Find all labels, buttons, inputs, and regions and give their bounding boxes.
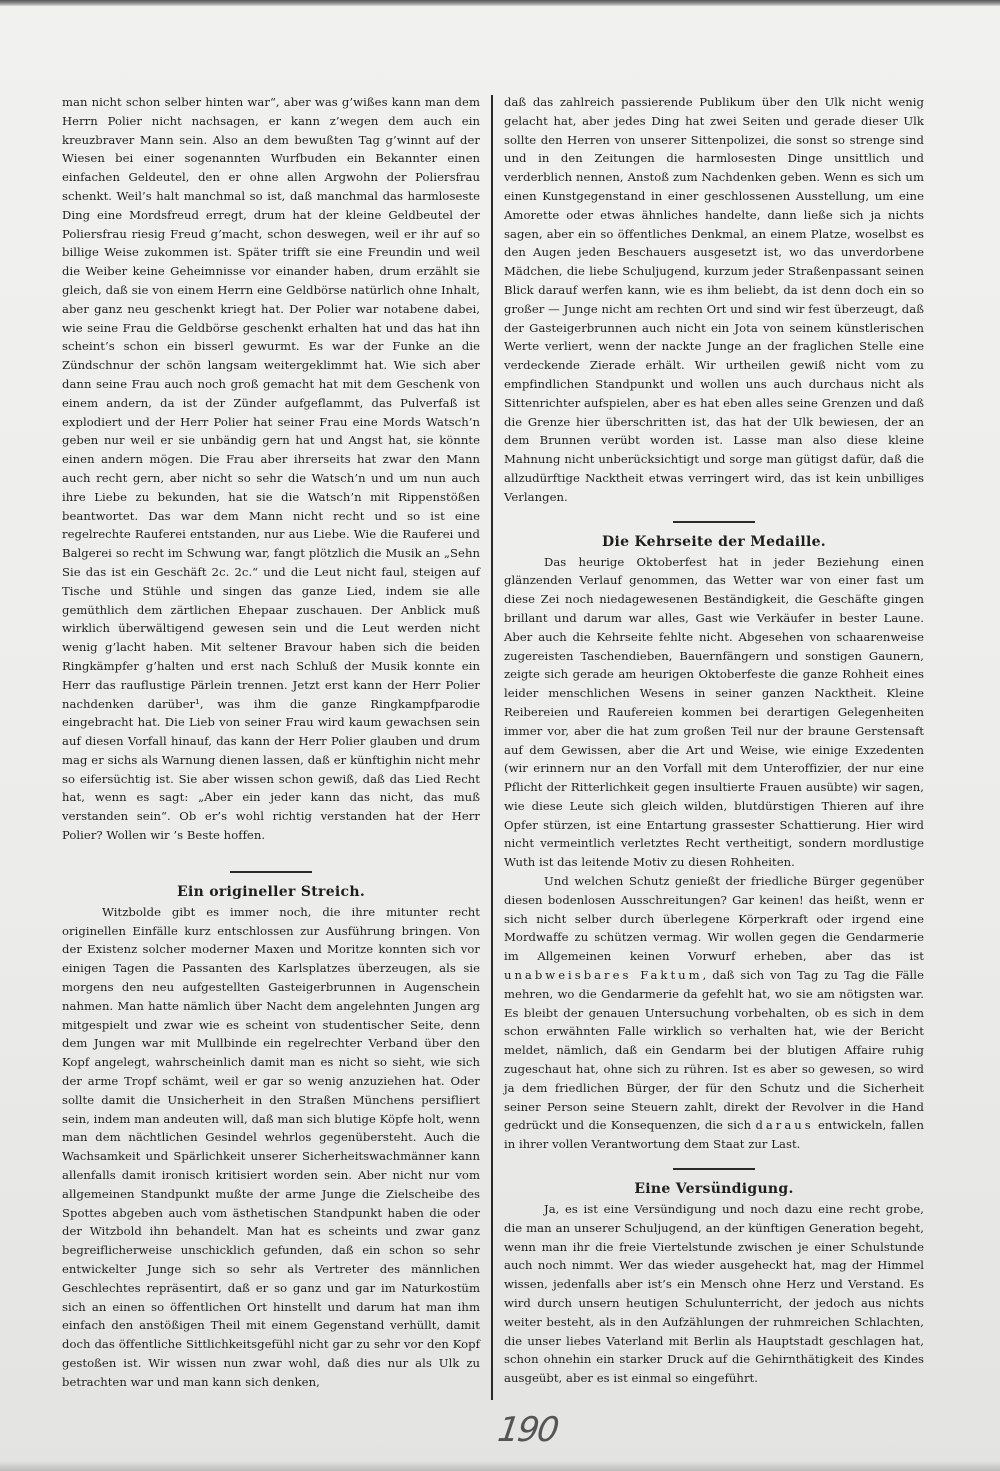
- continued-paragraph-left: man nicht schon selber hinten war“, aber was g’wißes kann man dem Herrn Polier nicht nachsagen, er kann z’wegen dem auch ein kreuzbraver Mann sein. Also an dem bewußten Tag g’winnt auf der Wiesen bei einer sogenannten Wurfbuden ein Bekannter einen einfachen Geldeutel, den er ohne allen Argwohn der Poliersfrau schenkt. Weil’s halt manchmal so ist, daß manchmal das harmloseste Ding eine Mordsfreud erregt, drum hat der kleine Geldbeutel der Poliersfrau riesig Freud g’macht, schon deswegen, weil er ihr auf so billige Weise zukommen ist. Später trifft sie eine Freundin und weil die Weiber keine Geheimnisse vor einander haben, drum erzählt sie gleich, daß sie von einem Herrn eine Geldbörse natürlich ohne Inhalt, aber ganz neu geschenkt kriegt hat. Der Polier war notabene dabei, wie seine Frau die Geldbörse geschenkt erhalten hat und das hat ihn scheint’s schon ein bisserl gewurmt. Es war der Funke an die Zündschnur der schön langsam weitergeklimmt hat. Wie sich aber dann seine Frau auch noch groß gemacht hat mit dem Geschenk von einem andern, da ist der Zünder aufgeflammt, das Pulverfaß ist explodiert und der Herr Polier hat seiner Frau eine Mords Watsch’n geben nur weil er sie unbändig gern hat und Angst hat, sie könnte einen andern mögen. Die Frau aber ihrerseits hat zwar den Mann auch recht gern, aber nicht so sehr die Watsch’n und um nun auch ihre Liebe zu bekunden, hat sie die Watsch’n mit Rippenstößen beantwortet. Das war dem Mann nicht recht und so ist eine regelrechte Rauferei entstanden, nur aus Liebe. Wie die Rauferei und Balgerei so recht im Schwung war, fangt plötzlich die Musik an „Sehn Sie das ist ein Geschäft 2c. 2c.“ und die Leut nicht faul, steigen auf Tische und Stühle und singen das ganze Lied, indem sie alle gemüthlich dem zärtlichen Ehepaar zuschauen. Der Anblick muß wirklich überwältigend gewesen sein und die Leut werden nicht wenig g’lacht haben. Mit seltener Bravour haben sich die beiden Ringkämpfer g’halten und erst nach Schluß der Musik konnte ein Herr das rauflustige Pärlein trennen. Jetzt erst kann der Herr Polier nachdenken darüber¹, was ihm die ganze Ringkampfparodie eingebracht hat. Die Lieb von seiner Frau wird kaum gewachsen sein auf diesen Vorfall hinauf, das kann der Herr Polier glauben und drum mag er sichs als Warnung dienen lassen, daß er künftighin nicht mehr so eifersüchtig ist. Sie aber wissen schon gewiß, daß das Lied Recht hat, wenn es sagt: „Aber ein jeder kann das nicht, das muß verstanden sein“. Ob er’s wohl richtig verstanden hat der Herr Polier? Wollen wir ’s Beste hoffen.: [62, 95, 480, 843]
- article-paragraph-medaille-1: Das heurige Oktoberfest hat in jeder Beziehung einen glänzenden Verlauf genommen, das Wetter war von einer fast um diese Zei noch niedagewesenen Beständigkeit, die Geschäfte gingen brillant und darum war alles, Gast wie Verkäufer in bester Laune. Aber auch die Kehrseite fehlte nicht. Abgesehen von schaarenweise zugereisten Taschendieben, Bauernfängern und sonstigen Gaunern, zeigte sich gerade am heurigen Oktoberfeste die ganze Rohheit eines leider menschlichen Wesens in seiner ganzen Nacktheit. Kleine Reibereien und Raufereien kommen bei derartigen Gelegenheiten immer vor, aber die hat zum großen Teil nur der braune Gerstensaft auf dem Gewissen, aber die Art und Weise, wie einige Exzedenten (wir erinnern nur an den Vorfall mit dem Unteroffizier, der nur eine Pflicht der Ritterlichkeit gegen insultierte Frauen ausübte) wir sagen, wie diese Leute sich gleich wilden, blutdürstigen Thieren auf ihre Opfer stürzen, ist eine Entartung grassester Schattierung. Hier wird nicht vermeintlich verletztes Recht vertheitigt, sondern mordlustige Wuth ist das leitende Motiv zu diesen Rohheiten.: [504, 554, 924, 870]
- page-bottom-edge: [0, 1461, 1000, 1471]
- article-body-streich: Witzbolde gibt es immer noch, die ihre mitunter recht originellen Einfälle kurz entschlossen zur Ausführung bringen. Von der Existenz solcher moderner Maxen und Moritze konnten sich vor einigen Tagen die Passanten des Karlsplatzes überzeugen, als sie morgens den neu aufgestellten Gasteigerbrunnen in Augenschein nahmen. Man hatte nämlich über Nacht dem angelehnten Jungen arg mitgespielt und zwar wie es scheint von studentischer Seite, denn dem Jungen war mit Mullbinde ein regelrechter Verband über den Kopf angelegt, wahrscheinlich damit man es nicht so sieht, wie sich der arme Tropf schämt, weil er gar so wenig anzuziehen hat. Oder sollte damit die Unsicherheit in den Straßen Münchens persifliert sein, indem man andeuten will, daß man sich blutige Köpfe holt, wenn man dem nächtlichen Gesindel wehrlos gegenübersteht. Auch die Wachsamkeit und Spärlichkeit unserer Sicherheitswachmänner kann allenfalls damit ironisch kritisiert worden sein. Aber nicht nur vom allgemeinen Standpunkt mußte der arme Junge die Zielscheibe des Spottes abgeben auch vom ästhetischen Standpunkt haben die oder der Witzbold ihn behandelt. Man hat es scheints und zwar ganz begreiflicherweise unschicklich gefunden, daß ein schon so sehr entwickelter Junge sich so sehr als Vertreter des männlichen Geschlechtes repräsentirt, daß er so ganz und gar im Naturkostüm sich an einen so öffentlichen Ort hinstellt und darum hat man ihm einfach den anstößigen Theil mit einem Gegenstand verhüllt, damit doch das öffentliche Sittlichkeitsgefühl nicht gar zu sehr vor den Kopf gestoßen ist. Wir wissen nun zwar wohl, daß dies nur als Ulk zu betrachten war und man kann sich denken,: [62, 904, 480, 1389]
- paragraph-text: entwickeln, fallen in ihrer vollen Verantwortung dem Staat zur Last.: [504, 1118, 924, 1152]
- section-rule: [230, 871, 312, 873]
- section-rule: [673, 521, 755, 523]
- article-paragraph-medaille-2: [504, 872, 924, 1154]
- article-heading-streich: Ein origineller Streich.: [176, 883, 366, 900]
- article-heading-medaille: Die Kehrseite der Medaille.: [602, 533, 826, 550]
- paragraph-text: , daß sich von Tag zu Tag die Fälle mehren, wo die Gendarmerie da gefehlt hat, wo sie am nötigsten war. Es bleibt der genauen Untersuchung vorbehalten, ob es sich in dem schon erwähnten Falle wirklich so verhalten hat, wie der Bericht meldet, nämlich, daß ein Gendarm bei der blutigen Affaire ruhig zugeschaut hat, ohne sich zu rühren. Ist es aber so gewesen, so wird ja dem friedlichen Bürger, der für den Schutz und die Sicherheit seiner Person seine Steuern zahlt, direkt der Revolver in die Hand gedrückt und die Konsequenzen, die sich: [504, 968, 924, 1133]
- left-column: [62, 93, 480, 1392]
- handwritten-page-number: 190: [495, 1410, 560, 1450]
- right-column: [504, 93, 924, 1388]
- continued-paragraph-right: daß das zahlreich passierende Publikum über den Ulk nicht wenig gelacht hat, aber jedes Ding hat zwei Seiten und gerade dieser Ulk sollte den Herren von unserer Sittenpolizei, die sonst so strenge sind und in den Zeitungen die harmlosesten Dinge unsittlich und verderblich nennen, Anstoß zum Nachdenken geben. Wenn es sich um einen Kunstgegenstand in einer geschlossenen Ausstellung, um eine Amorette oder etwas ähnliches handelte, dann ließe sich ja nichts sagen, aber ein so öffentliches Denkmal, an einem Platze, woselbst es den Augen jeden Beschauers ausgesetzt ist, wo das unverdorbene Mädchen, die liebe Schuljugend, kurzum jeder Straßenpassant seinen Blick darauf werfen kann, wie es ihm beliebt, da ist denn doch ein so großer — Junge nicht am rechten Ort und sind wir fest überzeugt, daß der Gasteigerbrunnen auch nicht ein Jota von seinem künstlerischen Werte verliert, wenn der nackte Junge an der fraglichen Stelle eine verdeckende Zierade erhält. Wir urtheilen gewiß nicht vom zu empfindlichen Standpunkt und wollen uns auch durchaus nicht als Sittenrichter aufspielen, aber es hat eben alles seine Grenzen und daß die Grenze hier überschritten ist, das hat der Ulk bewiesen, der an dem Brunnen verübt worden ist. Lasse man also diese kleine Mahnung nicht unberücksichtigt und sorge man gütigst dafür, daß die allzudürftige Nacktheit etwas verringert wird, das ist kein unbilliges Verlangen.: [504, 95, 924, 504]
- page-top-edge: [0, 0, 1000, 6]
- section-rule: [673, 1168, 755, 1170]
- paragraph-text: Und welchen Schutz genießt der friedliche Bürger gegenüber diesen bodenlosen Ausschreitungen? Gar keinen! das heißt, wenn er sich nicht selber durch überlegene Körperkraft oder irgend eine Mordwaffe zu schützen vermag. Wir wollen gegen die Gendarmerie im Allgemeinen keinen Vorwurf erheben, aber das ist: [504, 874, 924, 964]
- column-divider: [491, 95, 493, 1400]
- emphasized-text: unabweisbares Faktum: [504, 968, 703, 983]
- emphasized-text: daraus: [755, 1118, 814, 1133]
- article-body-versuendigung: Ja, es ist eine Versündigung und noch dazu eine recht grobe, die man an unserer Schuljugend, an der künftigen Generation begeht, wenn man ihr die freie Viertelstunde zwischen je einer Schulstunde auch noch nimmt. Wer das wieder ausgeheckt hat, mag der Himmel wissen, jedenfalls aber ist’s ein Mensch ohne Herz und Verstand. Es wird durch unsern heutigen Schulunterricht, der jedoch aus nichts weiter besteht, als in den Aufzählungen der ruhmreichen Schlachten, die unser liebes Vaterland mit Berlin als Hauptstadt geschlagen hat, schon ohnehin ein starker Druck auf die Gehirnthätigkeit des Kindes ausgeübt, aber es ist einmal so eingeführt.: [504, 1202, 924, 1386]
- article-heading-versuendigung: Eine Versündigung.: [634, 1181, 794, 1198]
